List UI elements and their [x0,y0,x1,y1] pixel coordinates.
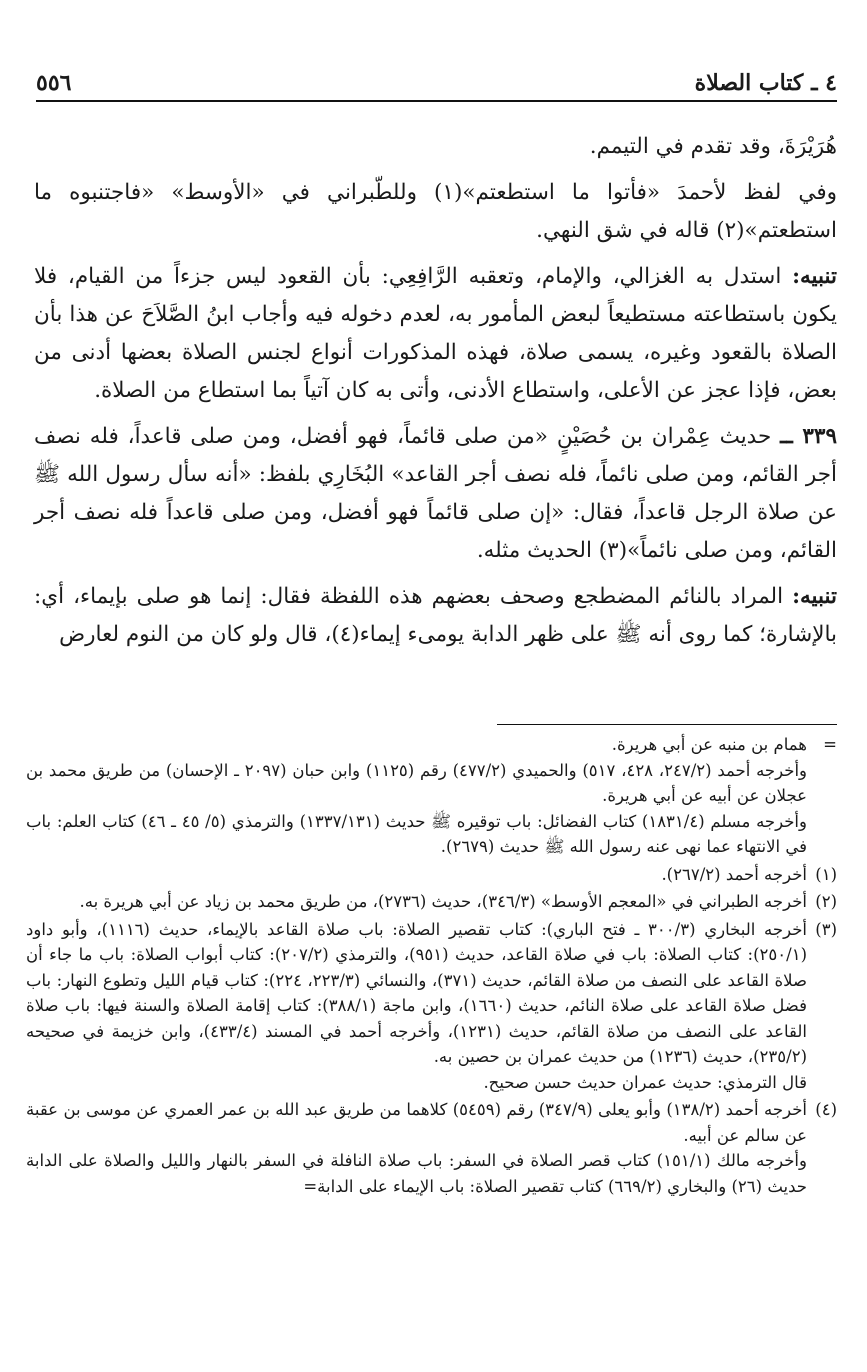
footnote-number: (٢) [815,892,837,911]
page-number: ٥٥٦ [36,70,72,96]
footnote-line: أخرجه البخاري (٣٠٠/٣ ـ فتح الباري): كتاب تقصير الصلاة: باب صلاة القاعد بالإيماء، حديث (١١١٦)، وأبو داود (٢٥٠/١): كتاب الصلاة: باب في صلاة القاعد، حديث (٩٥١)، والترمذي (٢٠٧/٢): كتاب أبواب الصلاة: باب ما جاء أن صلاة القاعد على النصف من صلاة القائم، حديث (٣٧١)، والنسائي (٢٢٣/٣، ٢٢٤): كتاب قيام الليل وتطوع النهار: باب فضل صلاة القاعد على صلاة النائم، حديث (١٦٦٠)، وابن ماجة (٣٨٨/١): كتاب إقامة الصلاة والسنة فيها: باب صلاة القاعد على النصف من صلاة القائم، حديث (١٢٣١)، وأخرجه أحمد في المسند (٤٣٣/٤)، وابن خزيمة في صحيحه (٢٣٥/٢)، حديث (١٢٣٦) من حديث عمران بن حصين به. [26,919,807,1066]
paragraph-note: تنبيه: استدل به الغزالي، والإمام، وتعقبه الرَّافِعِي: بأن القعود ليس جزءاً من القيام، فلا يكون باستطاعته مستطيعاً لبعض المأمور به، لعدم دخوله فيه وأجاب ابنُ الصَّلاَحَ عن هذا بأن الصلاة بالقعود وغيره، يسمى صلاة، فهذه المذكورات أنواع لجنس الصلاة بعضها أدنى من بعض، فإذا عجز عن الأعلى، واستطاع الأدنى، وأتى به كان آتياً بما استطاع من الصلاة. [34,264,837,403]
page-header [36,62,837,102]
note-label: تنبيه: [792,584,837,609]
footnotes [26,732,837,1201]
hadith-number: ٣٣٩ ــ [780,424,837,449]
paragraph-note: تنبيه: المراد بالنائم المضطجع وصحف بعضهم هذه اللفظة فقال: إنما هو صلى بإيماء، أي: بالإشارة؛ كما روى أنه ﷺ على ظهر الدابة يومىء إيماء(٤)، قال ولو كان من النوم لعارض [34,584,837,647]
footnote-line: أخرجه الطبراني في «المعجم الأوسط» (٣٤٦/٣)، حديث (٢٧٣٦)، من طريق محمد بن زياد عن أبي هريرة به. [79,892,807,911]
footnote-separator [497,724,837,725]
running-title: ٤ ـ كتاب الصلاة [694,70,837,96]
footnote-line: همام بن منبه عن أبي هريرة. [611,735,807,754]
paragraph-hadith: ٣٣٩ ــ حديث عِمْران بن حُصَيْنٍ «من صلى قائماً، فهو أفضل، ومن صلى قاعداً، فله نصف أجر القائم، ومن صلى نائماً، فله نصف أجر القاعد» البُخَارِي بلفظ: «أنه سأل رسول الله ﷺ عن صلاة الرجل قاعداً، فقال: «إن صلى قائماً فهو أفضل، ومن صلى قاعداً فله نصف أجر القائم، ومن صلى نائماً»(٣) الحديث مثله. [34,424,837,563]
footnote [26,889,837,915]
footnote [26,732,837,860]
paragraph: وفي لفظ لأحمدَ «فأتوا ما استطعتم»(١) وللطّبراني في «الأوسط» «فاجتنبوه ما استطعتم»(٢) قاله في شق النهي. [34,180,837,243]
note-label: تنبيه: [792,264,837,289]
footnote-number: (٣) [815,919,837,939]
footnote-line: أخرجه أحمد (١٣٨/٢) وأبو يعلى (٣٤٧/٩) رقم (٥٤٥٩) كلاهما من طريق عبد الله بن عمر العمري عن موسى بن عقبة عن سالم عن أبيه. [26,1100,807,1145]
footnote-number: (١) [815,864,837,884]
footnote-line: وأخرجه مالك (١٥١/١) كتاب قصر الصلاة في السفر: باب صلاة النافلة في السفر بالنهار والليل والصلاة على الدابة حديث (٢٦) والبخاري (٦٦٩/٢) كتاب تقصير الصلاة: باب الإيماء على الدابة= [26,1151,807,1196]
footnote-line: وأخرجه مسلم (١٨٣١/٤) كتاب الفضائل: باب توقيره ﷺ حديث (١٣٣٧/١٣١) والترمذي (٥/ ٤٥ ـ ٤٦) كتاب العلم: باب في الانتهاء عما نهى عنه رسول الله ﷺ حديث (٢٦٧٩). [26,811,807,856]
footnote [26,862,837,888]
footnote-number: = [823,735,837,754]
footnote [26,917,837,1096]
paragraph: هُرَيْرَةَ، وقد تقدم في التيمم. [589,134,837,159]
main-text [34,128,837,662]
footnote-number: (٤) [815,1100,837,1119]
footnote-line: أخرجه أحمد (٢٦٧/٢). [661,864,807,884]
footnote [26,1097,837,1199]
footnote-line: قال الترمذي: حديث عمران حديث حسن صحيح. [483,1072,807,1092]
footnote-line: وأخرجه أحمد (٢٤٧/٢، ٤٢٨، ٥١٧) والحميدي (٤٧٧/٢) رقم (١١٢٥) وابن حبان (٢٠٩٧ ـ الإحسان) من طريق محمد بن عجلان عن أبيه عن أبي هريرة. [26,760,807,805]
